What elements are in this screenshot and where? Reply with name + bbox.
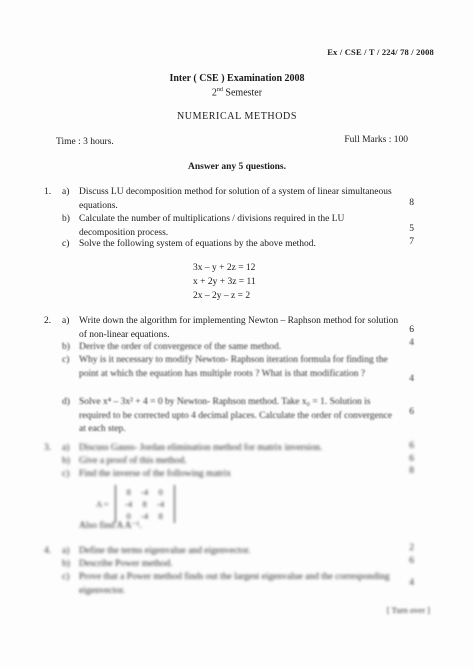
equation-3: 2x – 2y – z = 2 [193,291,251,301]
semester-number: 2 [211,87,217,99]
q1a-label: a) [62,187,70,197]
q3-also-find: Also find A A⁻¹. [79,521,142,531]
exam-title: Inter ( CSE ) Examination 2008 [169,73,305,84]
q2a-text: Write down the algorithm for implementing Newton – Raphson method for solution of non-linear equations. [79,316,399,340]
q4c-marks: 4 [409,578,414,588]
q4a-label: a) [62,546,70,556]
matrix-cell: -4 [141,511,149,521]
matrix-cell: 8 [158,511,163,521]
turn-over-note: [ Turn over ] [386,605,430,615]
instruction: Answer any 5 questions. [187,162,286,172]
matrix-label: A = [96,499,109,509]
q4c-label: c) [62,572,70,582]
q3a-text: Discuss Gauss- Jordan elimination method for matrix inversion. [79,443,323,453]
q2c-marks: 4 [409,374,414,384]
q4c-text: Prove that a Power method finds out the largest eigenvalue and the corresponding eigenvector. [79,572,390,596]
paper-code: Ex / CSE / T / 224/ 78 / 2008 [327,47,434,57]
semester-suffix: nd [216,87,223,93]
q2c-label: c) [62,355,70,365]
q4a-marks: 2 [409,543,414,553]
matrix-cell: 0 [126,511,131,521]
q3a-marks: 6 [409,441,414,451]
q4b-label: b) [62,559,70,569]
q2d-text: Solve x⁴ – 3x² + 4 = 0 by Newton- Raphson method. Take x₀ = 1. Solution is required to be corrected upto 4 decimal places. Calculate the order of convergence at each step. [79,397,392,434]
q2b-label: b) [62,342,70,352]
equation-1: 3x – y + 2z = 12 [193,263,256,273]
q2a-label: a) [62,316,70,326]
q1b-text: Calculate the number of multiplications / divisions required in the LU decomposition process. [79,214,345,238]
matrix-block [96,485,175,523]
q1b-marks: 5 [409,224,414,234]
q4b-marks: 6 [409,556,414,566]
matrix-cell: -4 [157,499,165,509]
q1b-label: b) [62,214,70,224]
q1a-marks: 8 [409,198,414,208]
matrix-cell: 0 [158,487,163,497]
subject-title: NUMERICAL METHODS [176,111,298,122]
q3-number: 3. [44,443,52,453]
q1c-label: c) [62,239,70,249]
matrix-cell: -4 [125,499,133,509]
q3c-marks: 8 [409,466,414,476]
q3b-text: Give a proof of this method. [79,456,187,466]
q1a-text: Discuss LU decomposition method for solution of a system of linear simultaneous equations. [79,187,392,211]
q1-number: 1. [44,187,52,197]
q2b-marks: 4 [409,338,414,348]
equation-2: x + 2y + 3z = 11 [193,277,256,287]
q4a-text: Define the terms eigenvalue and eigenvector. [79,546,251,556]
q3c-text: Find the inverse of the following matrix [79,469,231,479]
q4-number: 4. [44,546,52,556]
semester-word: Semester [222,87,263,99]
q3b-marks: 6 [409,454,414,464]
full-marks: Full Marks : 100 [344,135,408,145]
q4b-text: Describe Power method. [79,559,173,569]
time-allowed: Time : 3 hours. [56,137,114,147]
q2a-marks: 6 [409,325,414,335]
q2c-text: Why is it necessary to modify Newton- Raphson iteration formula for finding the point at which the equation has multiple roots ? What is that modification ? [79,355,388,379]
matrix-a [115,485,175,523]
q3a-label: a) [62,443,70,453]
q3c-label: c) [62,469,70,479]
semester [0,87,474,98]
q2d-label: d) [62,397,70,407]
matrix-row [121,498,169,510]
q2d-marks: 6 [409,407,414,417]
matrix-cell: -4 [141,487,149,497]
matrix-row [121,486,169,498]
matrix-cell: 8 [126,487,131,497]
q1c-text: Solve the following system of equations by the above method. [79,239,316,249]
q1c-marks: 7 [409,237,414,247]
q3b-label: b) [62,456,70,466]
matrix-cell: 8 [142,499,147,509]
q2b-text: Derive the order of convergence of the same method. [79,342,282,352]
q2-number: 2. [44,316,52,326]
